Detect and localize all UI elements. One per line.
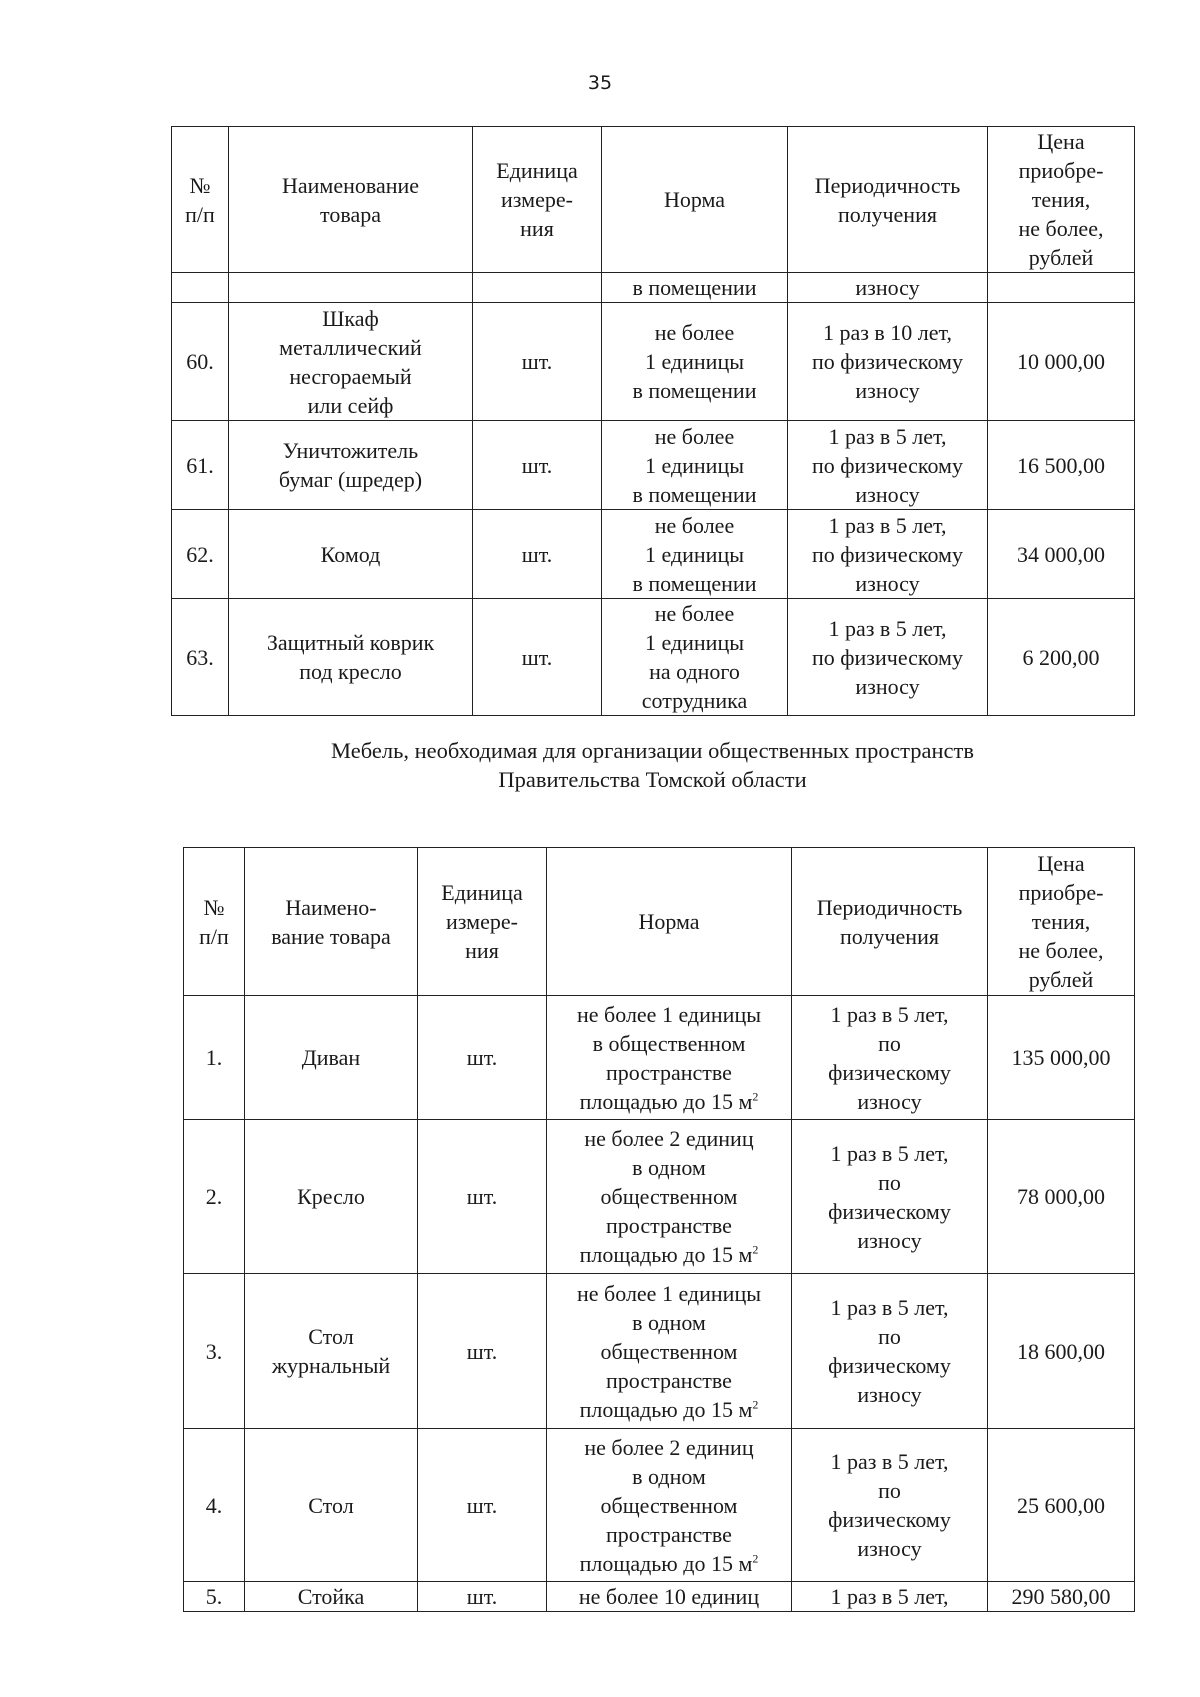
item-frequency: износу [788,273,988,303]
item-norm: не более 1 единицы в помещении [602,303,788,421]
item-unit: шт. [418,996,547,1120]
item-price: 290 580,00 [988,1582,1135,1612]
item-name: Стол журнальный [245,1274,418,1429]
header-price: Цена приобре- тения, не более, рублей [988,127,1135,273]
row-number: 3. [184,1274,245,1429]
item-price: 18 600,00 [988,1274,1135,1429]
section-heading: Мебель, необходимая для организации общественных пространств Правительства Томской области [331,738,974,792]
row-number [172,273,229,303]
square-superscript: 2 [752,1242,759,1257]
item-name: Уничтожитель бумаг (шредер) [229,421,473,510]
item-norm: в помещении [602,273,788,303]
item-frequency: 1 раз в 5 лет, по физическому износу [788,421,988,510]
item-name: Защитный коврик под кресло [229,599,473,716]
item-frequency: 1 раз в 5 лет, по физическому износу [792,1274,988,1429]
item-norm [547,996,792,1120]
item-frequency: 1 раз в 5 лет, [792,1582,988,1612]
page-number: 35 [587,72,613,94]
header-frequency: Периодичность получения [792,848,988,996]
row-number: 1. [184,996,245,1120]
table-header-row [172,127,1135,273]
norm-text: не более 2 единиц в одном общественном пространстве площадью до 15 м [579,1126,754,1267]
item-unit: шт. [418,1582,547,1612]
norm-text: не более 2 единиц в одном общественном пространстве площадью до 15 м [579,1434,754,1576]
row-number: 63. [172,599,229,716]
item-frequency: 1 раз в 5 лет, по физическому износу [792,1429,988,1582]
item-price [988,273,1135,303]
item-norm [547,1429,792,1582]
row-number: 5. [184,1582,245,1612]
table-row [172,421,1135,510]
item-unit: шт. [418,1274,547,1429]
norm-text: не более 1 единицы в одном общественном пространстве площадью до 15 м [577,1280,761,1422]
row-number: 61. [172,421,229,510]
item-price: 6 200,00 [988,599,1135,716]
item-price: 10 000,00 [988,303,1135,421]
item-price: 25 600,00 [988,1429,1135,1582]
table-header-row [184,848,1135,996]
item-norm: не более 1 единицы в помещении [602,421,788,510]
table-row [172,510,1135,599]
table-row [184,1120,1135,1274]
item-frequency: 1 раз в 10 лет, по физическому износу [788,303,988,421]
item-price: 135 000,00 [988,996,1135,1120]
header-number: № п/п [184,848,245,996]
header-item-name: Наимено- вание товара [245,848,418,996]
item-unit: шт. [473,421,602,510]
item-norm [547,1274,792,1429]
item-norm: не более 10 единиц [547,1582,792,1612]
item-price: 16 500,00 [988,421,1135,510]
row-number: 4. [184,1429,245,1582]
header-unit: Единица измере- ния [418,848,547,996]
table-row [172,303,1135,421]
item-frequency: 1 раз в 5 лет, по физическому износу [792,996,988,1120]
header-item-name: Наименование товара [229,127,473,273]
item-price: 34 000,00 [988,510,1135,599]
square-superscript: 2 [752,1089,759,1104]
item-name: Стол [245,1429,418,1582]
furniture-norms-table-continued [171,126,1135,716]
item-frequency: 1 раз в 5 лет, по физическому износу [792,1120,988,1274]
header-norm: Норма [602,127,788,273]
header-price: Цена приобре- тения, не более, рублей [988,848,1135,996]
item-unit: шт. [473,510,602,599]
table-row [184,1274,1135,1429]
row-number: 60. [172,303,229,421]
table-row [184,1582,1135,1612]
item-unit: шт. [418,1120,547,1274]
item-name: Комод [229,510,473,599]
item-unit: шт. [473,303,602,421]
row-number: 2. [184,1120,245,1274]
item-unit: шт. [473,599,602,716]
table-row [184,1429,1135,1582]
row-number: 62. [172,510,229,599]
item-frequency: 1 раз в 5 лет, по физическому износу [788,599,988,716]
norm-text: не более 1 единицы в общественном пространстве площадью до 15 м [577,1001,761,1114]
item-norm: не более 1 единицы на одного сотрудника [602,599,788,716]
square-superscript: 2 [752,1551,759,1566]
item-unit: шт. [418,1429,547,1582]
table-row [172,599,1135,716]
item-name: Диван [245,996,418,1120]
header-norm: Норма [547,848,792,996]
table-row [172,273,1135,303]
item-frequency: 1 раз в 5 лет, по физическому износу [788,510,988,599]
table-row [184,996,1135,1120]
public-space-furniture-table [183,847,1135,1612]
header-number: № п/п [172,127,229,273]
item-name [229,273,473,303]
item-name: Кресло [245,1120,418,1274]
item-norm [547,1120,792,1274]
header-unit: Единица измере- ния [473,127,602,273]
item-price: 78 000,00 [988,1120,1135,1274]
item-name: Шкаф металлический несгораемый или сейф [229,303,473,421]
item-unit [473,273,602,303]
header-frequency: Периодичность получения [788,127,988,273]
square-superscript: 2 [752,1397,759,1412]
item-name: Стойка [245,1582,418,1612]
item-norm: не более 1 единицы в помещении [602,510,788,599]
